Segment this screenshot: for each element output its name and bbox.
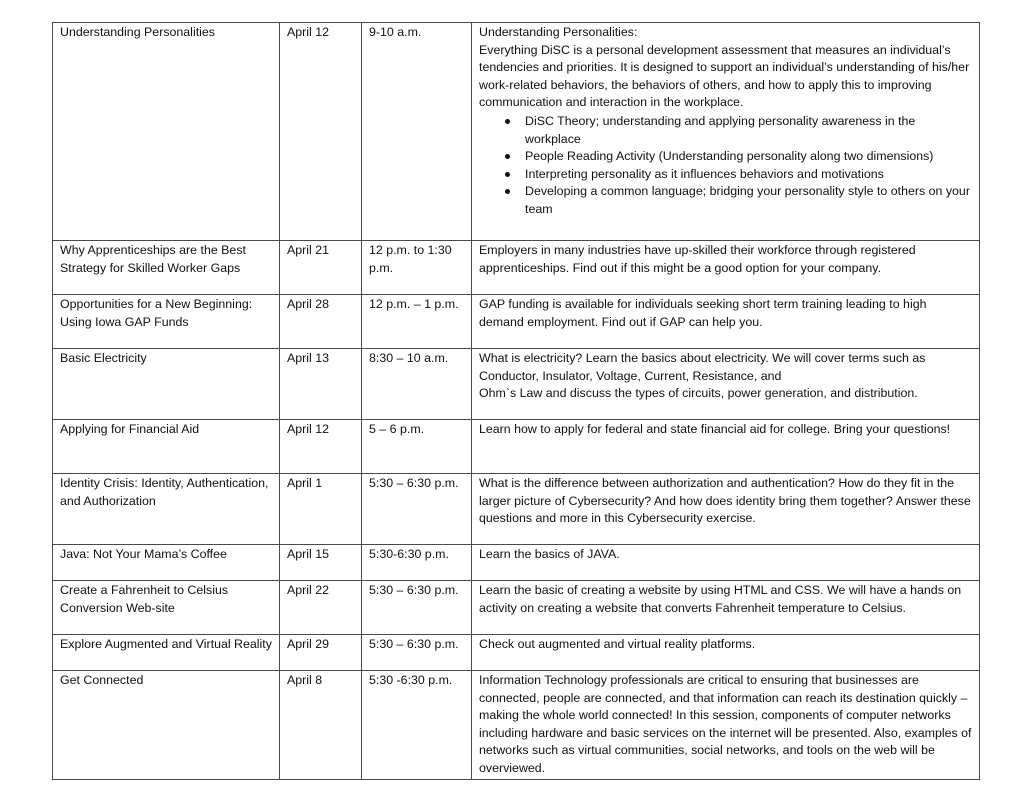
session-date: April 13 xyxy=(280,349,362,420)
table-row xyxy=(53,545,980,581)
session-title: Explore Augmented and Virtual Reality xyxy=(53,635,280,671)
session-date: April 8 xyxy=(280,671,362,780)
session-date: April 15 xyxy=(280,545,362,581)
session-time: 5:30-6:30 p.m. xyxy=(362,545,472,581)
table-row xyxy=(53,635,980,671)
session-date: April 1 xyxy=(280,474,362,545)
session-description: GAP funding is available for individuals seeking short term training leading to high demand employment. Find out if GAP can help you. xyxy=(472,295,980,349)
list-item: Developing a common language; bridging your personality style to others on your team xyxy=(525,183,972,218)
description-text: Everything DiSC is a personal development assessment that measures an individual’s tendencies and priorities. It is designed to support an individual’s understanding of his/her work-related behaviors, the behaviors of others, and how to apply this to improving communication and interaction in the workplace. xyxy=(479,42,970,110)
session-time: 5:30 – 6:30 p.m. xyxy=(362,474,472,545)
table-row xyxy=(53,420,980,474)
session-description: Check out augmented and virtual reality platforms. xyxy=(472,635,980,671)
session-title: Understanding Personalities xyxy=(53,23,280,241)
session-time: 12 p.m. to 1:30 p.m. xyxy=(362,241,472,295)
session-date: April 29 xyxy=(280,635,362,671)
session-description: Learn the basics of JAVA. xyxy=(472,545,980,581)
session-date: April 12 xyxy=(280,420,362,474)
table-row xyxy=(53,295,980,349)
session-description: Learn how to apply for federal and state financial aid for college. Bring your questions! xyxy=(472,420,980,474)
table-row xyxy=(53,349,980,420)
list-item: Interpreting personality as it influences behaviors and motivations xyxy=(525,166,972,184)
session-time: 5:30 -6:30 p.m. xyxy=(362,671,472,780)
session-description: Information Technology professionals are critical to ensuring that businesses are connected, people are connected, and that information can reach its destination quickly – making the whole world connected! In this session, components of computer networks including hardware and basic services on the internet will be presented. Also, examples of networks such as virtual communities, social networks, and tools on the web will be overviewed. xyxy=(472,671,980,780)
session-date: April 12 xyxy=(280,23,362,241)
session-time: 12 p.m. – 1 p.m. xyxy=(362,295,472,349)
session-time: 8:30 – 10 a.m. xyxy=(362,349,472,420)
schedule-page xyxy=(52,22,979,780)
session-title: Applying for Financial Aid xyxy=(53,420,280,474)
session-description: Learn the basic of creating a website by using HTML and CSS. We will have a hands on activity on creating a website that converts Fahrenheit temperature to Celsius. xyxy=(472,581,980,635)
table-row xyxy=(53,671,980,780)
list-item: DiSC Theory; understanding and applying personality awareness in the workplace xyxy=(525,113,972,148)
session-title: Java: Not Your Mama’s Coffee xyxy=(53,545,280,581)
session-title: Opportunities for a New Beginning: Using Iowa GAP Funds xyxy=(53,295,280,349)
session-time: 5:30 – 6:30 p.m. xyxy=(362,581,472,635)
session-date: April 28 xyxy=(280,295,362,349)
table-row xyxy=(53,23,980,241)
session-title: Create a Fahrenheit to Celsius Conversion Web-site xyxy=(53,581,280,635)
session-schedule-table xyxy=(52,22,980,780)
table-row xyxy=(53,241,980,295)
description-text: Ohm`s Law and discuss the types of circuits, power generation, and distribution. xyxy=(479,386,918,401)
session-time: 9-10 a.m. xyxy=(362,23,472,241)
session-title: Get Connected xyxy=(53,671,280,780)
session-description xyxy=(472,349,980,420)
session-title: Basic Electricity xyxy=(53,349,280,420)
table-row xyxy=(53,474,980,545)
list-item: People Reading Activity (Understanding personality along two dimensions) xyxy=(525,148,972,166)
table-row xyxy=(53,581,980,635)
topic-list xyxy=(479,113,972,219)
session-title: Identity Crisis: Identity, Authentication, and Authorization xyxy=(53,474,280,545)
session-description: What is the difference between authorization and authentication? How do they fit in the larger picture of Cybersecurity? And how does identity bring them together? Answer these questions and more in this Cybersecurity exercise. xyxy=(472,474,980,545)
description-text: What is electricity? Learn the basics about electricity. We will cover terms such as Conductor, Insulator, Voltage, Current, Resistance, and xyxy=(479,351,926,383)
session-date: April 22 xyxy=(280,581,362,635)
session-time: 5 – 6 p.m. xyxy=(362,420,472,474)
session-title: Why Apprenticeships are the Best Strategy for Skilled Worker Gaps xyxy=(53,241,280,295)
session-description: Employers in many industries have up-skilled their workforce through registered apprenticeships. Find out if this might be a good option for your company. xyxy=(472,241,980,295)
session-description xyxy=(472,23,980,241)
description-heading: Understanding Personalities: xyxy=(479,25,638,39)
session-time: 5:30 – 6:30 p.m. xyxy=(362,635,472,671)
session-date: April 21 xyxy=(280,241,362,295)
